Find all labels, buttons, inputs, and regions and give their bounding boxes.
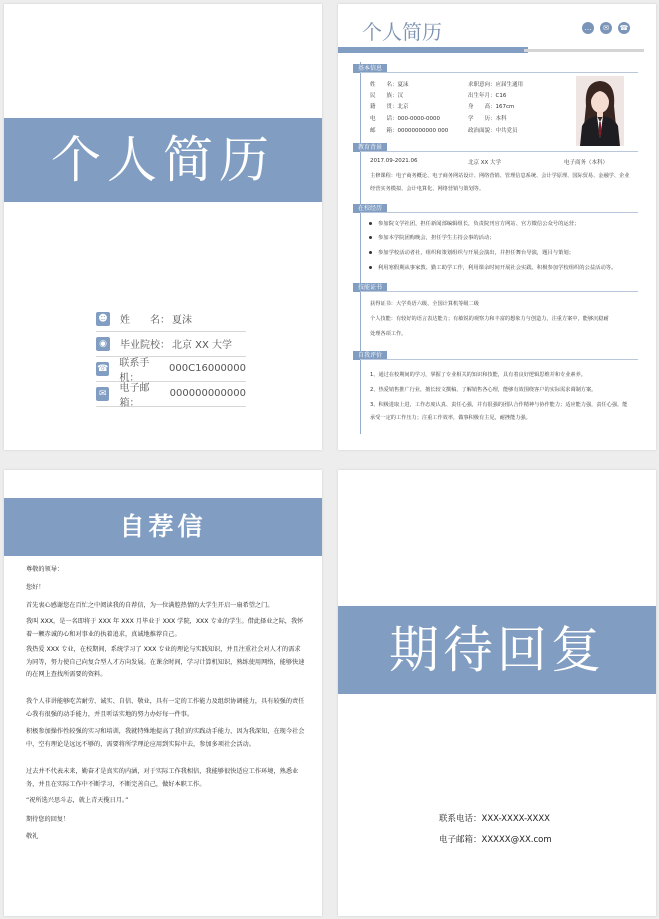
self-line: 3、积极进取上进，工作态度认真、责任心强，并有很强的团队合作精神与协作能力；适应能力强，责任心强，能: [370, 402, 628, 408]
skills-line: 个人技能：有较好的语言表达能力；有敏锐的观察力和丰富的想象力与创造力，注重方案中，能够沉稳耐: [370, 316, 609, 322]
basic-field: 政治面貌：中共党员: [468, 128, 518, 134]
basic-field: 籍 贯：北京: [370, 104, 409, 110]
basic-field: 电 话：000-0000-0000: [370, 116, 440, 122]
header-accent-bar: [338, 47, 528, 53]
basic-field: 身 高：167cm: [468, 104, 515, 110]
basic-field: 求职意向：应届生通用: [468, 82, 524, 88]
section-rule: [360, 359, 638, 360]
letter-title-band: [4, 498, 322, 556]
section-tag-skills: 技能证书: [353, 283, 387, 292]
letter-paragraph: 期待您的回复！: [26, 816, 70, 823]
letter-title: 自荐信: [119, 512, 207, 541]
cover-row-email: [96, 381, 246, 407]
closing-phone-value: XXX-XXXX-XXXX: [481, 814, 551, 824]
campus-item: 参加院文学社团，担任新闻部编辑组长，负责院刊官方网站、官方微信公众号的运营；: [378, 220, 636, 228]
timeline-line: [360, 62, 361, 434]
header-divider: [524, 49, 644, 52]
letter-paragraph: 尊敬的领导：: [26, 566, 64, 573]
cover-row-value: 000000000000: [169, 388, 246, 399]
closing-email-label: 电子邮箱：: [439, 835, 482, 845]
closing-email: [439, 833, 552, 845]
section-tag-education: 教育背景: [353, 143, 387, 152]
letter-paragraph: 积极参加操作性较强的实习和培训，我就特殊地提高了我们的实践动手能力，因为我深知，在现今社会中，空有理论是远远不够的，需要将所学理论应用到实际中去，参加多项社会活动。: [26, 728, 305, 748]
cover-row-name: [96, 306, 246, 332]
resume-title: 个人简历: [362, 20, 442, 44]
cover-row-value: 夏沫: [172, 315, 192, 326]
closing-phone: [439, 812, 550, 824]
letter-paragraph: 您好！: [26, 584, 45, 591]
closing-title-band: [338, 606, 656, 694]
section-tag-campus: 在校经历: [353, 204, 387, 213]
section-rule: [360, 291, 638, 292]
closing-phone-label: 联系电话：: [439, 814, 482, 824]
email-icon: ✉: [600, 22, 612, 34]
closing-page: [338, 470, 656, 916]
cover-letter-page: [4, 470, 322, 916]
letter-paragraph: 首先衷心感谢您在百忙之中阅读我的自荐信，为一位满腔热情的大学生开启一扇希望之门。: [26, 602, 274, 609]
campus-item: 参加学校活动者社，组织和策划组织与开展会演出，并担任舞台导演，题目与策划；: [378, 249, 636, 257]
edu-courses: 经营实务模拟、会计电算化、网络营销与策划等。: [370, 186, 485, 192]
email-icon: ✉: [96, 387, 109, 401]
campus-item: 利用寒假期从事家教、勤工助学工作，利用课余时间开展社会实践、积极参加学校组织的公益活动等。: [378, 264, 636, 272]
edu-period: 2017.09-2021.06: [370, 158, 418, 164]
section-tag-self: 自我评价: [353, 351, 387, 360]
cover-row-label: 联系手机：: [119, 357, 150, 384]
phone-icon: ☎: [619, 24, 629, 32]
edu-courses: 主修课程：电子商务概论、电子商务网站设计、网络营销、管理信息系统、会计学原理、国际贸易、金融学、企业: [370, 173, 630, 179]
skills-line: 处理各项工作。: [370, 331, 407, 337]
edu-school: 北京 XX 大学: [468, 160, 502, 166]
letter-paragraph: 我叫 XXX，是一名即将于 XXX 年 XXX 月毕业于 XXX 学院，XXX 专业的学生。借此择业之际，我怀着一颗赤诚的心和对事业的执着追求，真诚地推荐自己。: [26, 618, 304, 638]
resume-page: [338, 4, 656, 450]
profile-photo: [576, 76, 624, 146]
self-line: 承受一定的工作压力；注重工作效率，做事积极有主见，耐挫能力强。: [370, 415, 531, 421]
cover-page: [4, 4, 322, 450]
letter-paragraph: 过去并不代表未来，勤奋才是真实的内涵，对于实际工作我相信，我能够很快适应工作环境，熟悉业务，并且在实际工作中不断学习，不断完善自己，做好本职工作。: [26, 768, 299, 788]
closing-email-value: XXXXX@XX.com: [481, 835, 552, 845]
person-icon: ☻: [96, 312, 110, 326]
basic-field: 邮 箱：00000000000 000: [370, 128, 449, 134]
letter-paragraph: 敬礼: [26, 833, 39, 840]
cover-row-value: 000C16000000: [169, 363, 246, 374]
cover-row-label: 姓 名：: [120, 315, 170, 326]
cover-title: 个人简历: [51, 131, 275, 189]
section-rule: [360, 212, 638, 213]
section-rule: [360, 72, 638, 73]
closing-title: 期待回复: [389, 621, 605, 679]
basic-field: 姓 名：夏沫: [370, 82, 409, 88]
basic-field: 学 历：本科: [468, 116, 507, 122]
letter-paragraph: “祝所选兴思斗志，就上青天揽日月。”: [26, 797, 129, 804]
resume-header-icons: [582, 22, 630, 34]
location-icon: ◉: [96, 337, 110, 351]
cover-title-band: [4, 118, 322, 202]
campus-item: 参加本学院团购晚会，担任学生主持会事的活动；: [378, 234, 636, 242]
section-tag-basic: 基本信息: [353, 64, 387, 73]
phone-icon: ☎: [97, 363, 109, 374]
chat-icon: …: [582, 22, 594, 34]
cover-row-label: 毕业院校：: [120, 340, 170, 351]
cover-row-value: 北京 XX 大学: [172, 340, 233, 351]
self-line: 1、通过在校期间的学习，掌握了专业相关的知识和技能，具有着良好逻辑思维并和专业素养。: [370, 372, 586, 378]
basic-field: 出生年月：C16: [468, 93, 507, 99]
cover-row-label: 电子邮箱：: [119, 382, 150, 409]
self-line: 2、热爱销售推广行业，擅长较文撰稿，了解销售各心理，能够有效围绕客户的实际需求调制方案。: [370, 387, 597, 393]
edu-major: 电子商务（本科）: [564, 160, 609, 166]
letter-paragraph: 我个人非讲能够吃苦耐劳、诚实、自信、敬业，具有一定的工作能力及组织协调能力，具有较强的责任心我有很强的动手能力，并且听话实地的努力办好每一件事。: [26, 698, 305, 718]
basic-field: 民 族：汉: [370, 93, 404, 99]
section-rule: [360, 151, 638, 152]
letter-paragraph: 我热爱 XXX 专业，在校期间，系统学习了 XXX 专业的理论与实践知识，并且注重社会对人才的需求为同等，努力使自己向复合型人才方向发展。在课余时间，学习计算机知识，熟练使用网络，能够快速的在网上查找所需要的资料。: [26, 646, 305, 678]
skills-line: 获得证书：大学英语六级、全国计算机等级二级: [370, 301, 479, 307]
